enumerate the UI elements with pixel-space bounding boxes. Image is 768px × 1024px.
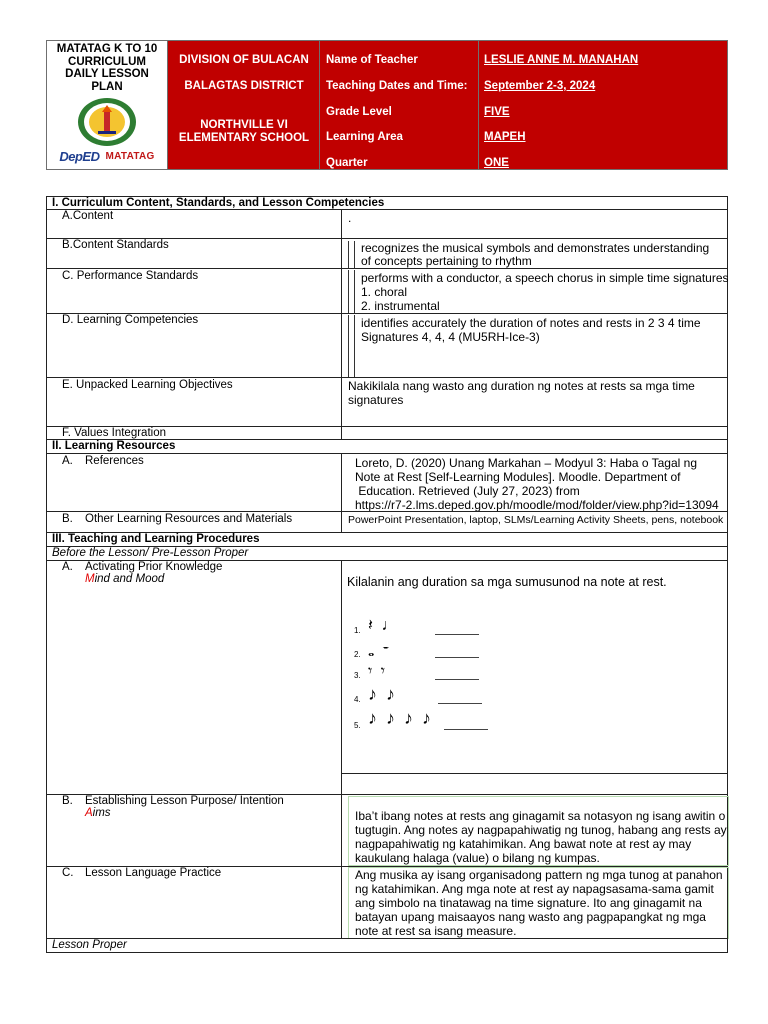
answer-blank-3[interactable] <box>435 678 479 680</box>
activity-title: Kilalanin ang duration sa mga sumusunod na note at rest. <box>347 575 667 589</box>
activating-label: Activating Prior Knowledge <box>85 561 223 573</box>
activity-item-num-5: 5. <box>354 721 361 730</box>
activity-item-glyphs-2: 𝅝 𝄻 <box>368 643 391 660</box>
grade-value: FIVE <box>484 106 510 118</box>
answer-blank-5[interactable] <box>444 728 488 730</box>
values-integration-row <box>46 426 728 440</box>
performance-standards-label: C. Performance Standards <box>62 270 199 282</box>
division-name: DIVISION OF BULACAN <box>179 54 309 66</box>
section-1-heading: I. Curriculum Content, Standards, and Lesson Competencies <box>46 196 728 210</box>
content-label: A.Content <box>62 210 114 222</box>
deped-seal-icon <box>76 97 138 147</box>
establishing-line2: tugtugin. Ang notes ay nagpapahiwatig ng tunog, habang ang rests ay <box>355 823 727 837</box>
header-logo-cell <box>47 41 168 169</box>
district-name: BALAGTAS DISTRICT <box>184 80 304 92</box>
activity-item-glyphs-5: ♪ ♪ ♪ ♪ <box>368 708 434 728</box>
activity-item-glyphs-3: 𝄾 𝄾 <box>368 663 387 680</box>
language-practice-label: Lesson Language Practice <box>85 867 222 879</box>
activating-letter: A. <box>62 561 73 573</box>
lesson-proper-heading: Lesson Proper <box>46 938 728 953</box>
section-2-heading: II. Learning Resources <box>46 439 728 454</box>
brand-row <box>59 149 154 164</box>
content-standards-line1: recognizes the musical symbols and demonstrates understanding <box>361 241 710 255</box>
dlp-header <box>46 40 728 170</box>
activity-item-num-4: 4. <box>354 695 361 704</box>
references-line2: Note at Rest [Self-Learning Modules]. Moodle. Department of <box>355 470 681 484</box>
answer-blank-2[interactable] <box>435 656 479 658</box>
content-standards-line2: of concepts pertaining to rhythm <box>361 254 532 268</box>
learning-competencies-line1: identifies accurately the duration of notes and rests in 2 3 4 time <box>361 316 701 330</box>
learning-competencies-label: D. Learning Competencies <box>62 314 199 326</box>
values-integration-label: F. Values Integration <box>62 427 166 439</box>
language-practice-line2: ng katahimikan. Ang mga note at rest ay napagsasama-sama gamit <box>355 882 714 896</box>
answer-blank-1[interactable] <box>435 633 479 635</box>
header-labels-cell <box>320 41 479 169</box>
header-values-cell <box>479 41 727 169</box>
establishing-row <box>46 794 728 867</box>
references-letter: A. <box>62 455 73 467</box>
language-practice-row <box>46 866 728 939</box>
learning-competencies-line2: Signatures 4, 4, 4 (MU5RH-Ice-3) <box>361 330 540 344</box>
curriculum-title: MATATAG K TO 10 CURRICULUM DAILY LESSON PLAN <box>56 43 158 93</box>
section-3-heading: III. Teaching and Learning Procedures <box>46 532 728 547</box>
dates-value: September 2-3, 2024 <box>484 80 596 92</box>
school-name: NORTHVILLE VI ELEMENTARY SCHOOL <box>178 119 310 144</box>
activity-item-num-2: 2. <box>354 650 361 659</box>
language-practice-line3: ang simbolo na tinatawag na time signature. Ito ang ginagamit na <box>355 896 702 910</box>
unpacked-objectives-line2: signatures <box>348 393 404 407</box>
area-label: Learning Area <box>326 131 403 143</box>
other-resources-label: Other Learning Resources and Materials <box>85 513 293 525</box>
establishing-line1: Iba’t ibang notes at rests ang ginagamit sa notasyon ng isang awitin o <box>355 809 726 823</box>
establishing-line3: nagpapahiwatig ng katahimikan. Ang bawat note at rest ay may <box>355 837 692 851</box>
content-standards-label: B.Content Standards <box>62 239 169 251</box>
activating-sub: Mind and Mood <box>85 573 165 585</box>
dates-label: Teaching Dates and Time: <box>326 80 468 92</box>
before-lesson-heading: Before the Lesson/ Pre-Lesson Proper <box>46 546 728 561</box>
establishing-line4: kaukulang halaga (value) o bilang ng kumpas. <box>355 851 600 865</box>
area-value: MAPEH <box>484 131 526 143</box>
references-row <box>46 453 728 512</box>
references-url: https://r7-2.lms.deped.gov.ph/moodle/mod/folder/view.php?id=13094 <box>355 498 719 512</box>
establishing-sub: Aims <box>85 807 111 819</box>
references-label: References <box>85 455 144 467</box>
language-practice-line1: Ang musika ay isang organisadong pattern ng mga tunog at panahon <box>355 868 723 882</box>
establishing-label: Establishing Lesson Purpose/ Intention <box>85 795 284 807</box>
teacher-label: Name of Teacher <box>326 54 418 66</box>
activity-item-num-1: 1. <box>354 626 361 635</box>
teacher-value: LESLIE ANNE M. MANAHAN <box>484 54 639 66</box>
other-resources-letter: B. <box>62 513 73 525</box>
establishing-letter: B. <box>62 795 73 807</box>
unpacked-objectives-line1: Nakikilala nang wasto ang duration ng notes at rests sa mga time <box>348 379 695 393</box>
matatag-logo: MATATAG <box>105 151 155 162</box>
language-practice-line4: batayan upang maisaayos nang wasto ang pagpapangkat ng mga <box>355 910 706 924</box>
answer-blank-4[interactable] <box>438 702 482 704</box>
unpacked-objectives-row <box>46 377 728 427</box>
performance-standards-line3: 2. instrumental <box>361 299 440 313</box>
language-practice-line5: note at rest sa isang measure. <box>355 924 517 938</box>
performance-standards-row <box>46 268 728 314</box>
other-resources-row <box>46 511 728 533</box>
language-practice-letter: C. <box>62 867 74 879</box>
other-resources-value: PowerPoint Presentation, laptop, SLMs/Learning Activity Sheets, pens, notebook <box>348 514 724 526</box>
activity-item-glyphs-1: 𝄽 ♩ <box>368 617 400 634</box>
unpacked-objectives-label: E. Unpacked Learning Objectives <box>62 379 233 391</box>
performance-standards-line1: performs with a conductor, a speech chorus in simple time signatures <box>361 271 729 285</box>
quarter-label: Quarter <box>326 157 368 169</box>
learning-competencies-row <box>46 313 728 378</box>
quarter-value: ONE <box>484 157 509 169</box>
activity-item-glyphs-4: ♪ ♪ <box>368 684 398 704</box>
deped-logo: DepED <box>59 149 100 164</box>
content-standards-row <box>46 238 728 269</box>
activating-row <box>46 560 728 795</box>
content-row <box>46 209 728 239</box>
references-line1: Loreto, D. (2020) Unang Markahan – Modyul 3: Haba o Tagal ng <box>355 456 697 470</box>
content-value: . <box>348 211 352 225</box>
references-line3: Education. Retrieved (July 27, 2023) from <box>355 484 580 498</box>
grade-label: Grade Level <box>326 106 392 118</box>
performance-standards-line2: 1. choral <box>361 285 408 299</box>
activity-item-num-3: 3. <box>354 671 361 680</box>
division-cell <box>168 41 320 169</box>
